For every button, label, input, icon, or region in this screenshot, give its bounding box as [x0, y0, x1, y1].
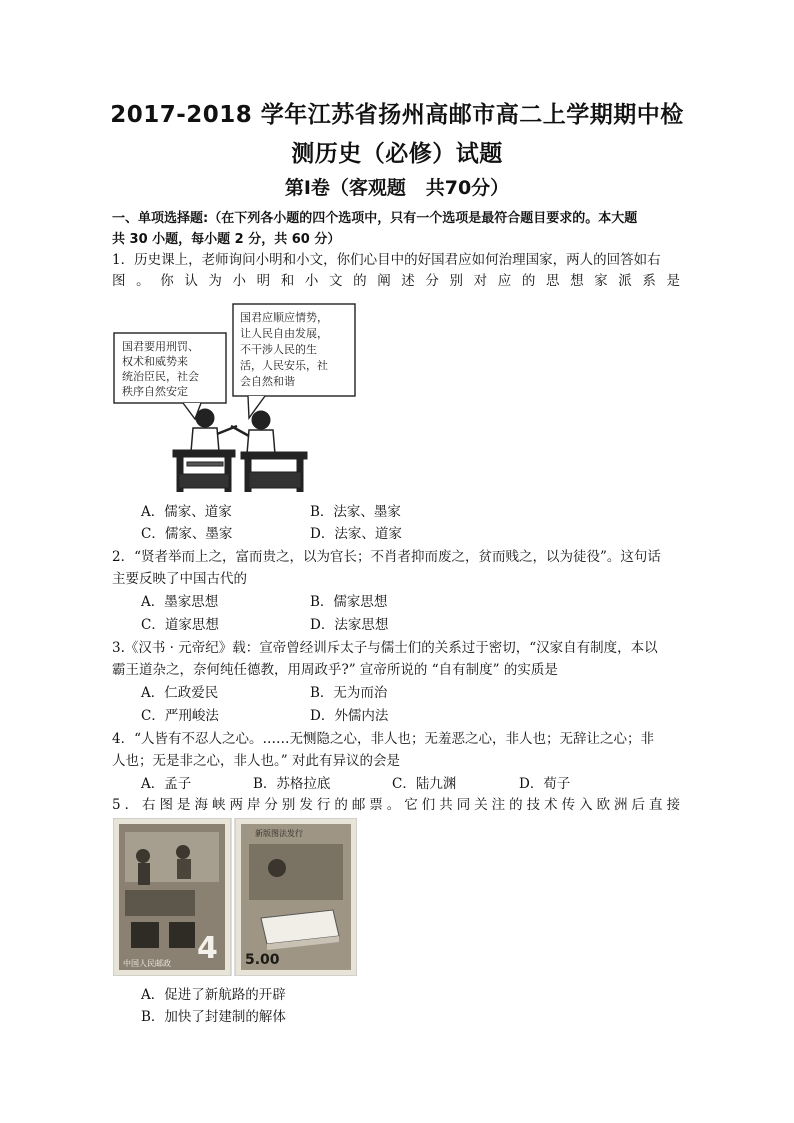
question-2-option-b: B．儒家思想 — [310, 594, 388, 610]
bubble-left-line4: 秩序自然安定 — [122, 385, 188, 398]
question-4-option-d: D．荀子 — [519, 776, 571, 792]
bubble-left-line2: 权术和威势来 — [122, 355, 188, 368]
question-4-option-c: C．陆九渊 — [392, 776, 457, 792]
bubble-right-line2: 让人民自由发展， — [240, 327, 328, 340]
question-1-option-a: A．儒家、道家 — [141, 504, 232, 520]
question-3-line1: 3.《汉书 · 元帝纪》载：宣帝曾经训斥太子与儒士们的关系过于密切，“汉家自有制度，本以 — [112, 640, 658, 656]
printing-stamps-figure — [113, 818, 357, 976]
bubble-right-line5: 会自然和谐 — [240, 375, 295, 388]
question-2-option-d: D．法家思想 — [310, 617, 389, 633]
section-instruction-line2: 共 30 小题，每小题 2 分，共 60 分） — [112, 232, 341, 247]
stamp-left-value: 4 — [197, 931, 218, 966]
question-1-line2: 图。你认为小明和小文的阐述分别对应的思想家派系是 — [112, 273, 680, 289]
bubble-right-line3: 不干涉人民的生 — [240, 343, 317, 356]
question-1-option-c: C．儒家、墨家 — [141, 526, 233, 542]
page-title-line1: 2017-2018 学年江苏省扬州高邮市高二上学期期中检 — [110, 102, 684, 128]
question-1-option-b: B．法家、墨家 — [310, 504, 401, 520]
question-4-line2: 人也；无是非之心，非人也。” 对此有异议的会是 — [112, 753, 400, 769]
question-3-option-c: C．严刑峻法 — [141, 708, 219, 724]
question-4-option-b: B．苏格拉底 — [253, 776, 331, 792]
bubble-right-line1: 国君应顺应情势， — [240, 311, 328, 324]
question-3-option-b: B．无为而治 — [310, 685, 388, 701]
stamp-right-value: 5.00 — [245, 952, 280, 968]
question-1-option-d: D．法家、道家 — [310, 526, 402, 542]
bubble-left-line1: 国君要用刑罚、 — [122, 340, 199, 353]
question-2-option-c: C．道家思想 — [141, 617, 219, 633]
question-4-option-a: A．孟子 — [141, 776, 192, 792]
page-title-line2: 测历史（必修）试题 — [291, 141, 503, 167]
stamp-left-country: 中国人民邮政 — [123, 959, 171, 968]
question-2-line2: 主要反映了中国古代的 — [112, 571, 247, 587]
question-5-line1: 5．右图是海峡两岸分别发行的邮票。它们共同关注的技术传入欧洲后直接 — [112, 797, 680, 813]
question-2-line1: 2．“贤者举而上之，富而贵之，以为官长；不肖者抑而废之，贫而贱之，以为徒役”。这句话 — [112, 549, 661, 565]
question-3-line2: 霸王道杂之，奈何纯任德教，用周政乎?” 宣帝所说的 “自有制度” 的实质是 — [112, 662, 558, 678]
debate-cartoon-figure — [113, 302, 359, 492]
question-3-option-a: A．仁政爱民 — [141, 685, 219, 701]
question-2-option-a: A．墨家思想 — [141, 594, 219, 610]
bubble-right-line4: 活，人民安乐，社 — [240, 359, 328, 372]
question-4-line1: 4．“人皆有不忍人之心。……无恻隐之心，非人也；无羞恶之心，非人也；无辞让之心；非 — [112, 731, 654, 747]
student-right-illustration — [231, 411, 307, 492]
question-5-option-a: A．促进了新航路的开辟 — [141, 987, 286, 1003]
section-subtitle: 第Ⅰ卷（客观题 共70分） — [284, 177, 510, 199]
student-left-illustration — [173, 409, 237, 492]
question-1-line1: 1．历史课上，老师询问小明和小文，你们心目中的好国君应如何治理国家，两人的回答如右 — [112, 252, 661, 268]
section-instruction-line1: 一、单项选择题:（在下列各小题的四个选项中，只有一个选项是最符合题目要求的。本大题 — [112, 211, 638, 226]
question-3-option-d: D．外儒内法 — [310, 708, 389, 724]
question-5-option-b: B．加快了封建制的解体 — [141, 1009, 286, 1025]
stamp-right-header: 新版图法发行 — [255, 829, 303, 838]
bubble-left-line3: 统治臣民，社会 — [122, 370, 199, 383]
